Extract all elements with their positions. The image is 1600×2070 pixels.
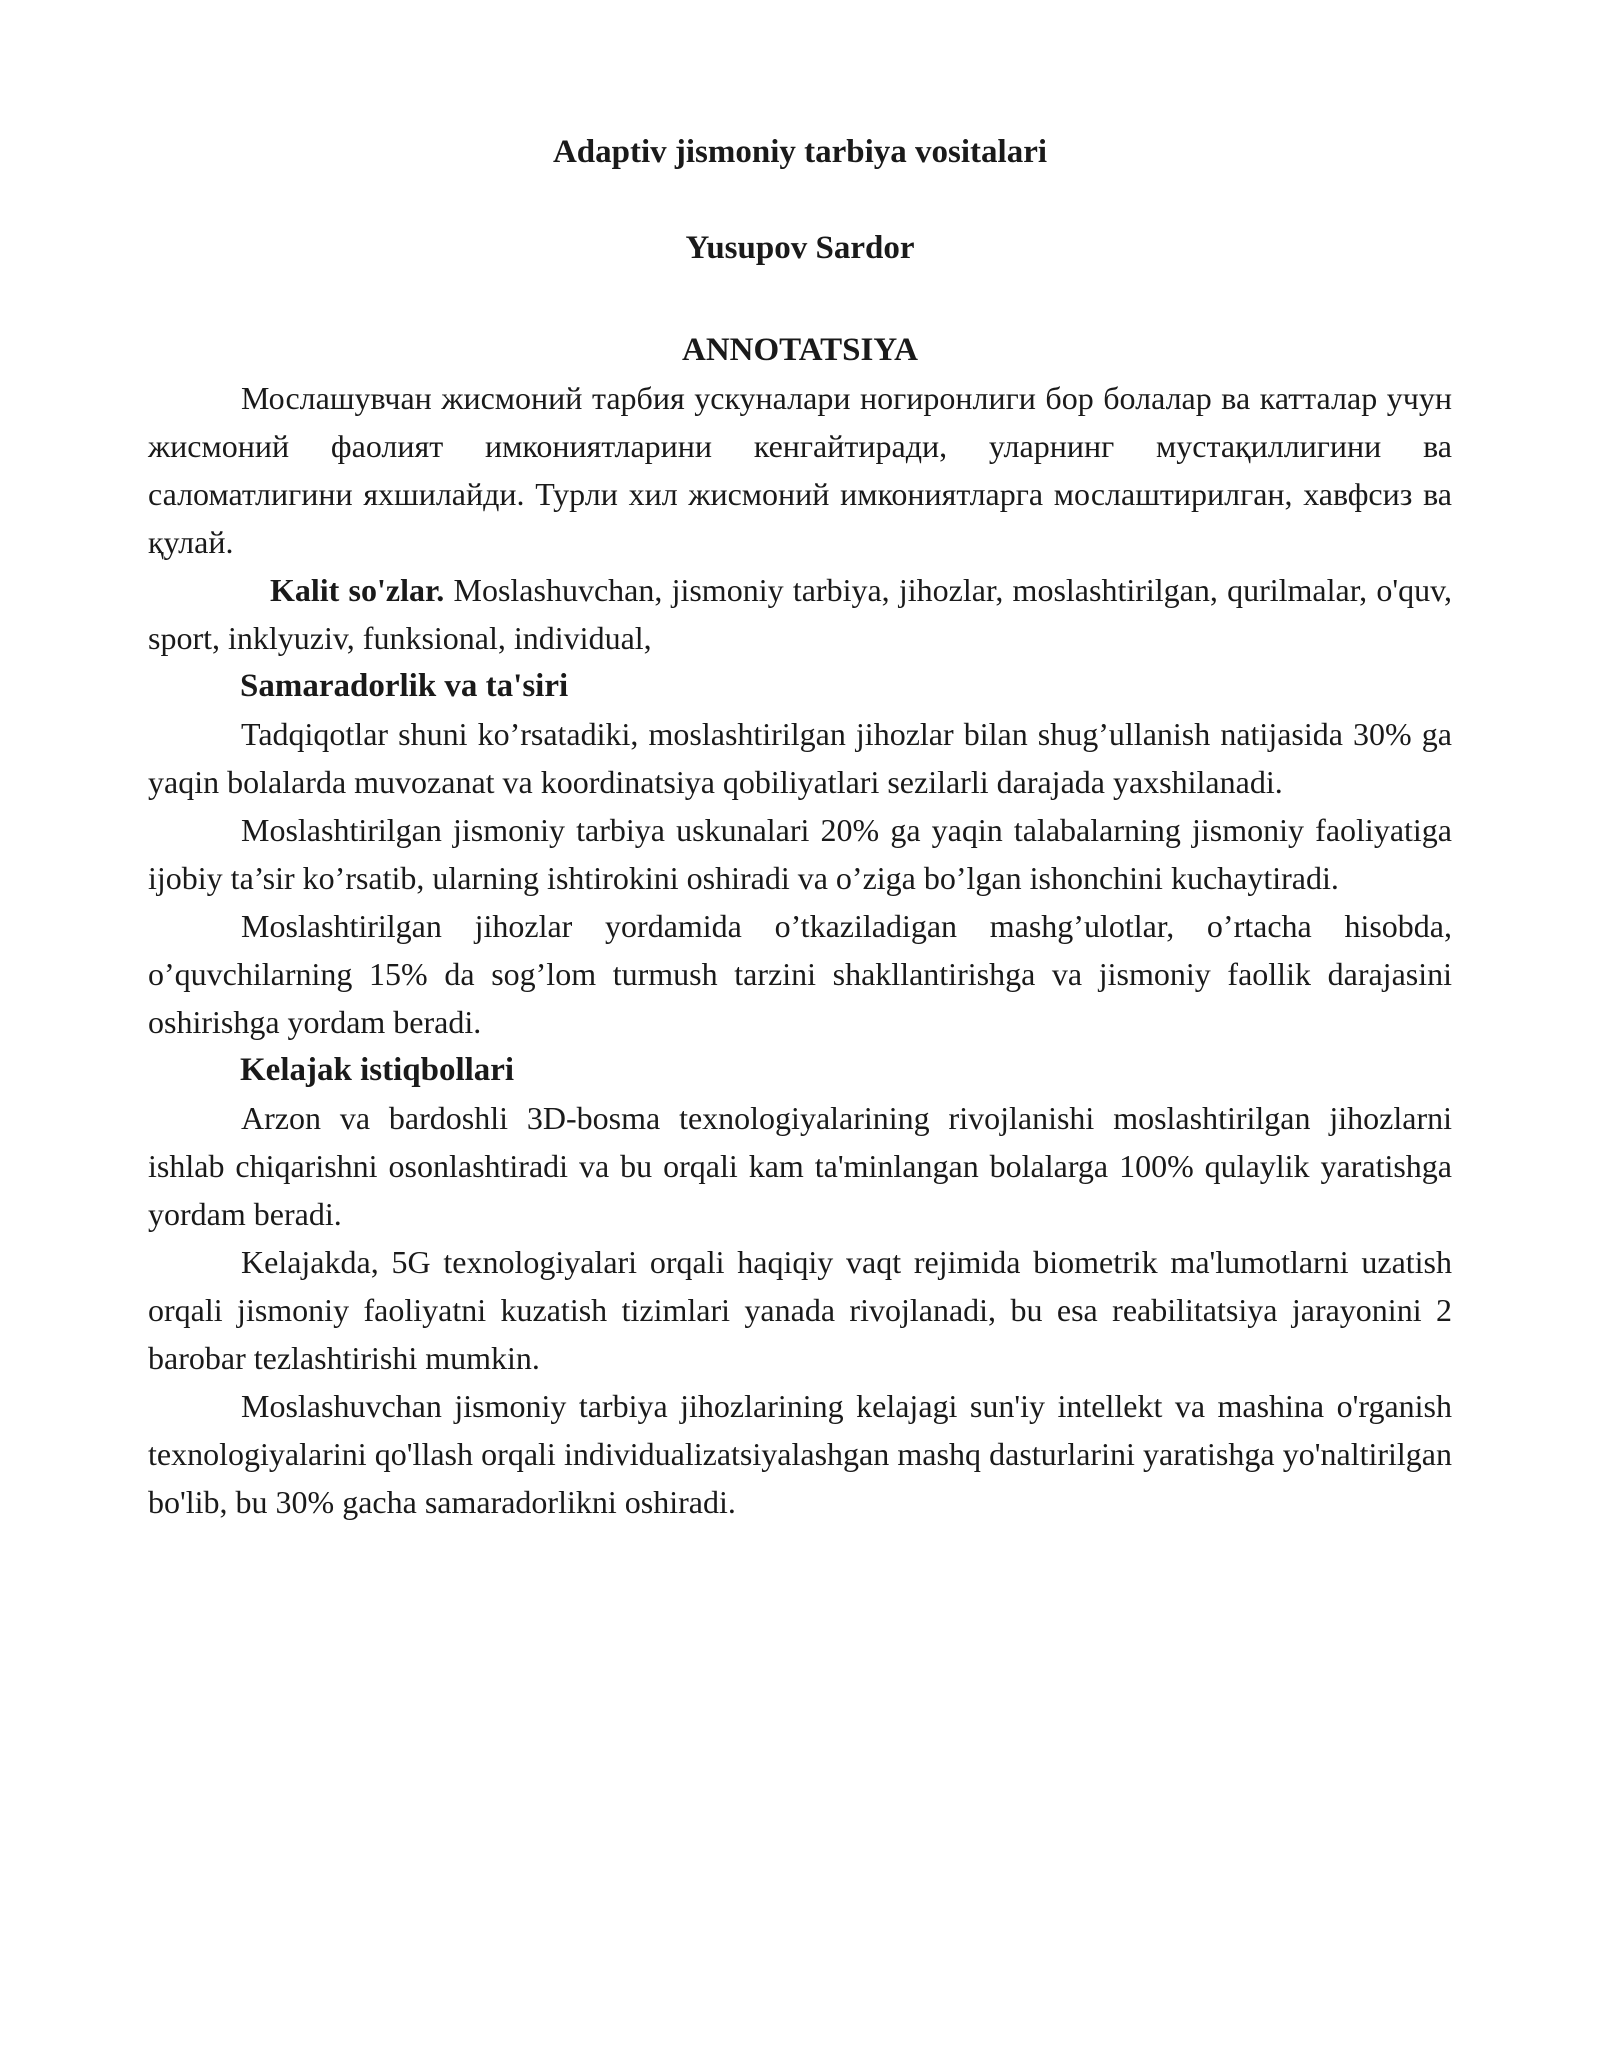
section-paragraph: Tadqiqotlar shuni ko’rsatadiki, moslashtirilgan jihozlar bilan shug’ullanish natijasida 30% ga yaqin bolalarda muvozanat va koordinatsiya qobiliyatlari sezilarli darajada yaxshilanadi.	[148, 716, 1452, 800]
section-paragraph: Moslashuvchan jismoniy tarbiya jihozlarining kelajagi sun'iy intellekt va mashina o'rganish texnologiyalarini qo'llash orqali individualizatsiyalashgan mashq dasturlarini yaratishga yo'naltirilgan bo'lib, bu 30% gacha samaradorlikni oshiradi.	[148, 1388, 1452, 1520]
keywords-text: Moslashuvchan, jismoniy tarbiya, jihozlar, moslashtirilgan, qurilmalar, o'quv, sport, inklyuziv, funksional, individual,	[148, 572, 1453, 656]
annotation-text: Мослашувчан жисмоний тарбия ускуналари ногиронлиги бор болалар ва катталар учун жисмоний фаолият имкониятларини кенгайтиради, уларнинг мустақиллигини ва саломатлигини яхшилайди. Турли хил жисмоний имкониятларга мослаштирилган, хавфсиз ва қулай.	[148, 380, 1452, 560]
section-paragraph: Moslashtirilgan jihozlar yordamida o’tkaziladigan mashg’ulotlar, o’rtacha hisobda, o’quvchilarning 15% da sog’lom turmush tarzini shakllantirishga va jismoniy faollik darajasini oshirishga yordam beradi.	[148, 908, 1452, 1040]
section-paragraph: Arzon va bardoshli 3D-bosma texnologiyalarining rivojlanishi moslashtirilgan jihozlarni ishlab chiqarishni osonlashtiradi va bu orqali kam ta'minlangan bolalarga 100% qulaylik yaratishga yordam beradi.	[148, 1100, 1452, 1232]
keywords-paragraph	[148, 566, 1452, 662]
keywords-label: Kalit so'zlar.	[270, 572, 445, 608]
section-paragraph: Moslashtirilgan jismoniy tarbiya uskunalari 20% ga yaqin talabalarning jismoniy faoliyatiga ijobiy ta’sir ko’rsatib, ularning ishtirokini oshiradi va o’ziga bo’lgan ishonchini kuchaytiradi.	[148, 812, 1452, 896]
annotation-heading: ANNOTATSIYA	[682, 332, 918, 368]
document-title: Adaptiv jismoniy tarbiya vositalari	[552, 134, 1048, 170]
section-heading-effectiveness: Samaradorlik va ta'siri	[240, 668, 569, 704]
section-heading-future: Kelajak istiqbollari	[240, 1052, 515, 1088]
document-author: Yusupov Sardor	[685, 230, 915, 266]
document-content	[148, 128, 1452, 1526]
section-paragraph: Kelajakda, 5G texnologiyalari orqali haqiqiy vaqt rejimida biometrik ma'lumotlarni uzatish orqali jismoniy faoliyatni kuzatish tizimlari yanada rivojlanadi, bu esa reabilitatsiya jarayonini 2 barobar tezlashtirishi mumkin.	[148, 1244, 1452, 1376]
